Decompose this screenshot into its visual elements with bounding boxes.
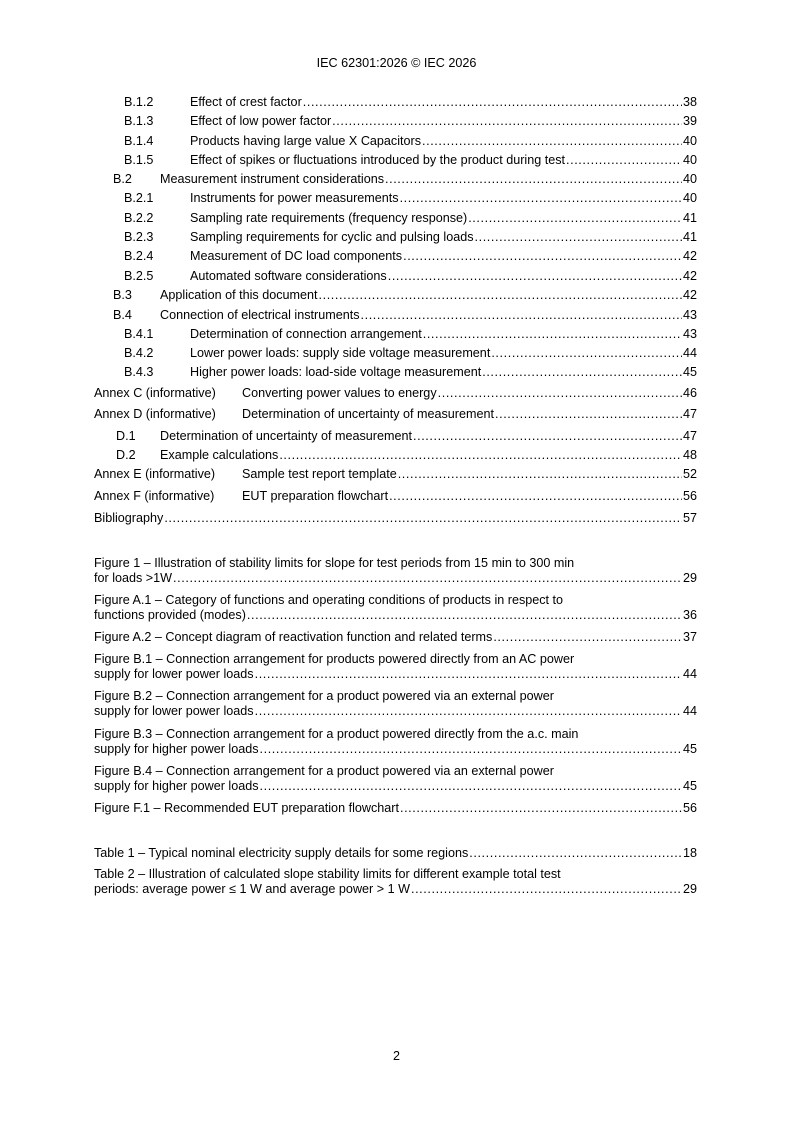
toc-entry-number: D.1 [116, 429, 136, 443]
dot-leader [319, 288, 682, 303]
figure-entry-title: Figure B.1 – Connection arrangement for products powered directly from an AC power [94, 652, 575, 666]
toc-entry[interactable] [124, 230, 697, 245]
toc-entry-page: 43 [682, 308, 697, 322]
figure-entry-title: Figure A.1 – Category of functions and operating conditions of products in respect to [94, 593, 564, 607]
table-entry[interactable] [94, 867, 697, 897]
toc-entry-title: Determination of uncertainty of measurement [242, 407, 494, 421]
toc-entry-page: 47 [682, 407, 697, 421]
toc-entry-title: Effect of spikes or fluctuations introduced by the product during test [190, 153, 565, 167]
toc-entry-number: B.3 [113, 288, 132, 302]
figure-entry-title: Figure B.2 – Connection arrangement for a product powered via an external power [94, 689, 554, 703]
toc-entry-title: Automated software considerations [190, 269, 387, 283]
dot-leader [468, 211, 682, 226]
dot-leader [332, 114, 682, 129]
figure-entry-page: 44 [682, 667, 697, 681]
toc-entry-page: 40 [682, 191, 697, 205]
dot-leader [475, 230, 682, 245]
toc-entry-number: B.4 [113, 308, 132, 322]
figure-entry[interactable] [94, 727, 697, 757]
figure-entry-page: 45 [682, 742, 697, 756]
dot-leader [303, 95, 682, 110]
toc-entry-number: Annex D (informative) [94, 407, 216, 421]
figure-entry-title: Figure B.3 – Connection arrangement for a product powered directly from the a.c. main [94, 727, 579, 741]
figure-entry[interactable] [94, 630, 697, 645]
dot-leader [279, 448, 682, 463]
table-entry-page: 29 [682, 882, 697, 896]
toc-entry[interactable] [124, 95, 697, 110]
toc-entry-title: Connection of electrical instruments [160, 308, 360, 322]
figure-entry[interactable] [94, 764, 697, 794]
toc-entry[interactable] [124, 114, 697, 129]
toc-entry-title: Products having large value X Capacitors [190, 134, 422, 148]
dot-leader [411, 882, 682, 897]
figure-entry[interactable] [94, 689, 697, 719]
dot-leader [438, 386, 682, 401]
toc-entry-number: B.4.1 [124, 327, 154, 341]
toc-entry[interactable] [94, 489, 697, 504]
toc-entry-number: B.4.2 [124, 346, 154, 360]
dot-leader [469, 846, 682, 861]
dot-leader [173, 571, 682, 586]
toc-entry-number: B.2.1 [124, 191, 154, 205]
dot-leader [482, 365, 682, 380]
toc-entry-page: 42 [682, 249, 697, 263]
figure-entry-title: Figure 1 – Illustration of stability limits for slope for test periods from 15 min to 300 min [94, 556, 575, 570]
toc-entry-number: Annex E (informative) [94, 467, 216, 481]
toc-entry-page: 46 [682, 386, 697, 400]
dot-leader [260, 779, 682, 794]
toc-entry[interactable] [113, 288, 697, 303]
dot-leader [385, 172, 682, 187]
toc-entry-title: Example calculations [160, 448, 279, 462]
table-entry-page: 18 [682, 846, 697, 860]
toc-entry-page: 38 [682, 95, 697, 109]
toc-entry-number: D.2 [116, 448, 136, 462]
toc-entry-number: Annex C (informative) [94, 386, 216, 400]
toc-entry[interactable] [113, 308, 697, 323]
toc-entry-page: 39 [682, 114, 697, 128]
figure-entry[interactable] [94, 652, 697, 682]
figure-entry-page: 56 [682, 801, 697, 815]
toc-entry-page: 57 [682, 511, 697, 525]
toc-entry[interactable] [124, 191, 697, 206]
dot-leader [398, 467, 682, 482]
toc-entry-number: Annex F (informative) [94, 489, 215, 503]
figure-entry[interactable] [94, 556, 697, 586]
dot-leader [164, 511, 682, 526]
toc-entry-title: Application of this document [160, 288, 318, 302]
dot-leader [422, 134, 682, 149]
toc-entry[interactable] [116, 429, 697, 444]
toc-entry-title: Sample test report template [242, 467, 397, 481]
toc-entry[interactable] [124, 134, 697, 149]
dot-leader [423, 327, 682, 342]
toc-entry-title: Higher power loads: load-side voltage measurement [190, 365, 482, 379]
toc-entry-number: B.2.4 [124, 249, 154, 263]
dot-leader [403, 249, 682, 264]
toc-entry-page: 43 [682, 327, 697, 341]
toc-entry-page: 42 [682, 269, 697, 283]
toc-entry-number: B.1.5 [124, 153, 154, 167]
figure-entry-page: 45 [682, 779, 697, 793]
toc-entry-number: B.2.2 [124, 211, 154, 225]
dot-leader [361, 308, 682, 323]
dot-leader [400, 801, 682, 816]
toc-entry-title: EUT preparation flowchart [242, 489, 389, 503]
toc-entry-number: B.2.5 [124, 269, 154, 283]
toc-entry[interactable] [124, 346, 697, 361]
toc-entry-title: Effect of crest factor [190, 95, 302, 109]
toc-entry[interactable] [116, 448, 697, 463]
toc-entry-title: Determination of uncertainty of measurement [160, 429, 412, 443]
figure-entry-page: 36 [682, 608, 697, 622]
toc-entry[interactable] [94, 467, 697, 482]
toc-entry-title: Bibliography [94, 511, 164, 525]
figure-entry-title: Figure A.2 – Concept diagram of reactivation function and related terms [94, 630, 493, 644]
page-number: 2 [392, 1049, 400, 1063]
toc-entry-page: 44 [682, 346, 697, 360]
toc-entry-title: Measurement instrument considerations [160, 172, 384, 186]
figure-entry[interactable] [94, 801, 697, 816]
toc-entry-title: Converting power values to energy [242, 386, 437, 400]
figure-entry-title-cont: for loads >1W [94, 571, 173, 585]
dot-leader [493, 630, 682, 645]
dot-leader [247, 608, 682, 623]
toc-entry-number: B.2 [113, 172, 132, 186]
toc-entry-title: Sampling rate requirements (frequency response) [190, 211, 468, 225]
dot-leader [255, 704, 682, 719]
dot-leader [413, 429, 682, 444]
toc-entry[interactable] [124, 327, 697, 342]
toc-entry-title: Effect of low power factor [190, 114, 332, 128]
dot-leader [255, 667, 682, 682]
toc-entry-title: Lower power loads: supply side voltage measurement [190, 346, 491, 360]
toc-entry-title: Sampling requirements for cyclic and pulsing loads [190, 230, 474, 244]
dot-leader [389, 489, 682, 504]
toc-entry-page: 40 [682, 153, 697, 167]
toc-entry[interactable] [124, 365, 697, 380]
dot-leader [400, 191, 682, 206]
toc-entry-page: 45 [682, 365, 697, 379]
figure-entry-page: 29 [682, 571, 697, 585]
toc-entry-page: 40 [682, 172, 697, 186]
toc-entry-title: Measurement of DC load components [190, 249, 403, 263]
toc-entry-page: 41 [682, 211, 697, 225]
figure-entry-title-cont: supply for higher power loads [94, 742, 259, 756]
toc-entry-page: 40 [682, 134, 697, 148]
toc-entry-number: B.4.3 [124, 365, 154, 379]
toc-entry-title: Instruments for power measurements [190, 191, 399, 205]
toc-entry[interactable] [94, 407, 697, 422]
table-entry-title: Table 1 – Typical nominal electricity supply details for some regions [94, 846, 469, 860]
dot-leader [260, 742, 682, 757]
toc-entry-page: 41 [682, 230, 697, 244]
dot-leader [566, 153, 682, 168]
figure-entry-title-cont: supply for lower power loads [94, 704, 254, 718]
figure-entry-title: Figure B.4 – Connection arrangement for a product powered via an external power [94, 764, 554, 778]
toc-entry-number: B.2.3 [124, 230, 154, 244]
figure-entry-title: Figure F.1 – Recommended EUT preparation flowchart [94, 801, 399, 815]
figure-entry-page: 37 [682, 630, 697, 644]
toc-entry[interactable] [124, 269, 697, 284]
figure-entry-title-cont: supply for higher power loads [94, 779, 259, 793]
dot-leader [388, 269, 682, 284]
toc-entry-number: B.1.4 [124, 134, 154, 148]
toc-entry-page: 52 [682, 467, 697, 481]
figure-entry[interactable] [94, 593, 697, 623]
toc-entry-page: 56 [682, 489, 697, 503]
toc-entry[interactable] [124, 153, 697, 168]
table-entry[interactable] [94, 846, 697, 861]
figure-entry-title-cont: supply for lower power loads [94, 667, 254, 681]
toc-entry-page: 47 [682, 429, 697, 443]
figure-entry-page: 44 [682, 704, 697, 718]
dot-leader [491, 346, 682, 361]
table-entry-title-cont: periods: average power ≤ 1 W and average power > 1 W [94, 882, 410, 896]
toc-entry-number: B.1.3 [124, 114, 154, 128]
toc-entry-page: 48 [682, 448, 697, 462]
toc-entry[interactable] [113, 172, 697, 187]
toc-entry-page: 42 [682, 288, 697, 302]
toc-entry-number: B.1.2 [124, 95, 154, 109]
toc-entry-title: Determination of connection arrangement [190, 327, 422, 341]
toc-entry[interactable] [124, 211, 697, 226]
toc-entry[interactable] [94, 511, 697, 526]
toc-entry[interactable] [124, 249, 697, 264]
page-header: IEC 62301:2026 © IEC 2026 [316, 56, 477, 70]
dot-leader [495, 407, 682, 422]
table-entry-title: Table 2 – Illustration of calculated slope stability limits for different example total test [94, 867, 561, 881]
figure-entry-title-cont: functions provided (modes) [94, 608, 246, 622]
toc-entry[interactable] [94, 386, 697, 401]
